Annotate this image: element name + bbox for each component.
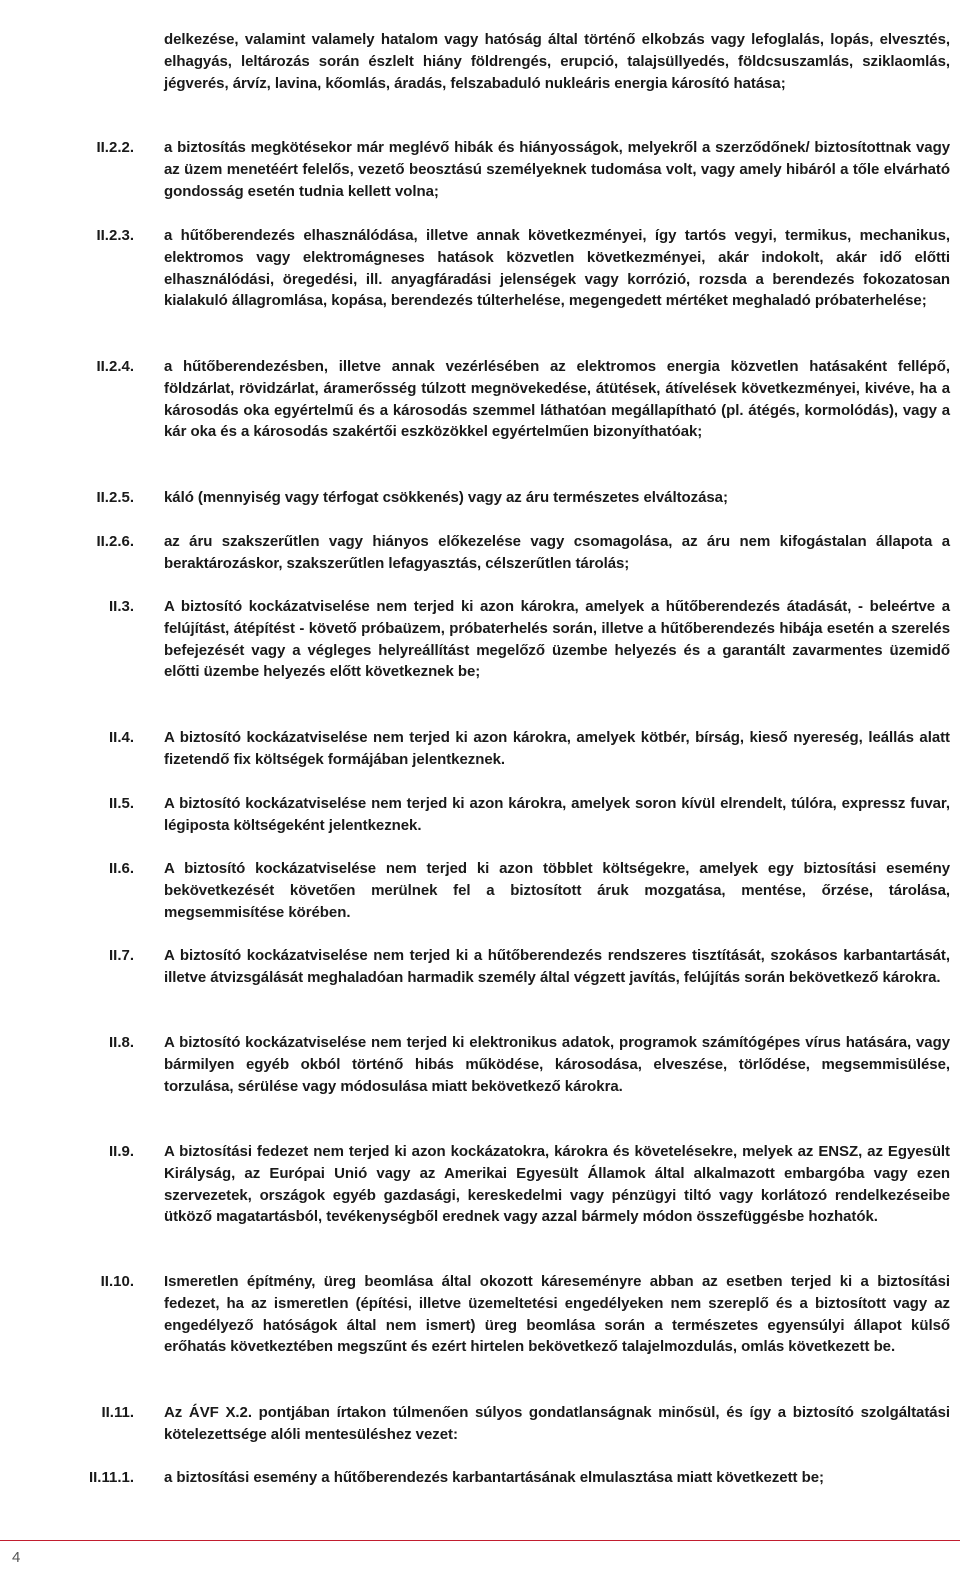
clause-text: a biztosítási esemény a hűtőberendezés karbantartásának elmulasztása miatt következett be; [164, 1469, 824, 1486]
clause-number: II.2.2. [96, 139, 134, 156]
clause-text: A biztosító kockázatviselése nem terjed ki azon károkra, amelyek a hűtőberendezés átadását, - beleértve a felújítást, átépítést - követő próbaüzem, próbaterhelés során, illetve a hűtőberendezés hibája esetén a szerelés befejezését vagy a végleges helyreállítást megelőző üzembe helyezés és a garantált zavarmentes üzemidő előtti üzembe helyezés előtt következnek be; [164, 598, 950, 681]
clause-text: Az ÁVF X.2. pontjában írtakon túlmenően súlyos gondatlanságnak minősül, és így a biztosító szolgáltatási kötelezettsége alóli mentesüléshez vezet: [164, 1404, 950, 1443]
clause-number: II.2.5. [96, 489, 134, 506]
clause-number: II.6. [108, 860, 134, 877]
clause-number: II.11.1. [88, 1469, 134, 1486]
page-number: 4 [12, 1549, 21, 1566]
clause-number: II.2.4. [96, 358, 134, 375]
clause-number: II.9. [108, 1143, 134, 1160]
clause-number: II.8. [108, 1034, 134, 1051]
clause-text: káló (mennyiség vagy térfogat csökkenés) vagy az áru természetes elváltozása; [164, 489, 728, 506]
clause-text: delkezése, valamint valamely hatalom vagy hatóság által történő elkobzás vagy lefoglalás, lopás, elvesztés, elhagyás, leltározás során észlelt hiány földrengés, erupció, talajsüllyedés, földcsuszamlás, sziklaomlás, jégverés, árvíz, lavina, kőomlás, áradás, felszabaduló nukleáris energia károsító hatása; [164, 31, 950, 92]
clause-number: II.2.3. [96, 227, 134, 244]
clause-number: II.11. [101, 1404, 134, 1421]
clause-number: II.2.6. [96, 533, 134, 550]
clause-text: A biztosító kockázatviselése nem terjed ki azon károkra, amelyek kötbér, bírság, kieső nyereség, leállás alatt fizetendő fix költségek formájában jelentkeznek. [164, 729, 950, 768]
clause-number: II.10. [100, 1273, 134, 1290]
clause-text: a biztosítás megkötésekor már meglévő hibák és hiányosságok, melyekről a szerződőnek/ biztosítottnak vagy az üzem menetéért felelős, vezető beosztású személyeknek tudomása volt, vagy amely hibáról a tőle elvárható gondosság esetén tudnia kellett volna; [164, 139, 950, 200]
clause-text: a hűtőberendezésben, illetve annak vezérlésében az elektromos energia közvetlen hatásaként fellépő, földzárlat, rövidzárlat, áramerősség túlzott megnövekedése, átütések, átívelések következményei, kivéve, ha a károsodás oka egyértelmű és a károsodás szemmel láthatóan megállapítható (pl. átégés, kormolódás), vagy a kár oka és a károsodás szakértői eszközökkel egyértelműen bizonyíthatóak; [164, 358, 950, 441]
footer-rule [0, 1540, 960, 1541]
clause-text: A biztosító kockázatviselése nem terjed ki elektronikus adatok, programok számítógépes vírus hatására, vagy bármilyen egyéb okból történő hibás működése, károsodása, elveszése, törlődése, megsemmisülése, torzulása, sérülése vagy módosulása miatt bekövetkező károkra. [164, 1034, 950, 1095]
clause-text: A biztosító kockázatviselése nem terjed ki azon többlet költségekre, amelyek egy biztosítási esemény bekövetkezését követően merülnek fel a biztosított áruk mozgatása, mentése, őrzése, tárolása, megsemmisítése körében. [164, 860, 950, 921]
clause-number: II.7. [108, 947, 134, 964]
clause-text: az áru szakszerűtlen vagy hiányos előkezelése vagy csomagolása, az áru nem kifogástalan állapota a beraktározáskor, szakszerűtlen lefagyasztás, célszerűtlen tárolás; [164, 533, 950, 572]
clause-text: A biztosítási fedezet nem terjed ki azon kockázatokra, károkra és követelésekre, melyek az ENSZ, az Egyesült Királyság, az Európai Unió vagy az Amerikai Egyesült Államok által alkalmazott embargóba vagy ezen szervezetek, országok egyéb gazdasági, kereskedelmi vagy pénzügyi tiltó vagy korlátozó rendelkezéseibe ütköző magatartásból, tevékenységből erednek vagy azzal bármely módon összefüggésbe hozhatók. [164, 1143, 950, 1226]
clause-text: a hűtőberendezés elhasználódása, illetve annak következményei, így tartós vegyi, termikus, mechanikus, elektromos vagy elektromágneses hatások közvetlen következményei, akár indokolt, akár idő előtti elhasználódási, öregedési, ill. anyagfáradási jelenségek vagy korrózió, rozsda a berendezés fokozatosan kialakuló állagromlása, kopása, berendezés túlterhelése, megengedett mértéket meghaladó próbaterhelése; [164, 227, 950, 310]
clause-text: Ismeretlen építmény, üreg beomlása által okozott káreseményre abban az esetben terjed ki a biztosítási fedezet, ha az ismeretlen (építési, illetve üzemeltetési engedélyeken nem szereplő és a biztosított vagy az engedélyező hatóságok által nem ismert) üreg beomlása során a természetes egyensúlyi állapot külső erőhatás következtében megszűnt és ezért hirtelen bekövetkező talajelmozdulás, omlás következett be. [164, 1273, 950, 1356]
clause-text: A biztosító kockázatviselése nem terjed ki azon károkra, amelyek soron kívül elrendelt, túlóra, expressz fuvar, légiposta költségeként jelentkeznek. [164, 795, 950, 834]
clause-number: II.4. [108, 729, 134, 746]
clause-number: II.3. [108, 598, 134, 615]
clause-number: II.5. [108, 795, 134, 812]
clause-text: A biztosító kockázatviselése nem terjed ki a hűtőberendezés rendszeres tisztítását, szokásos karbantartását, illetve átvizsgálását meghaladóan harmadik személy által végzett javítás, felújítás során bekövetkező károkra. [164, 947, 950, 986]
